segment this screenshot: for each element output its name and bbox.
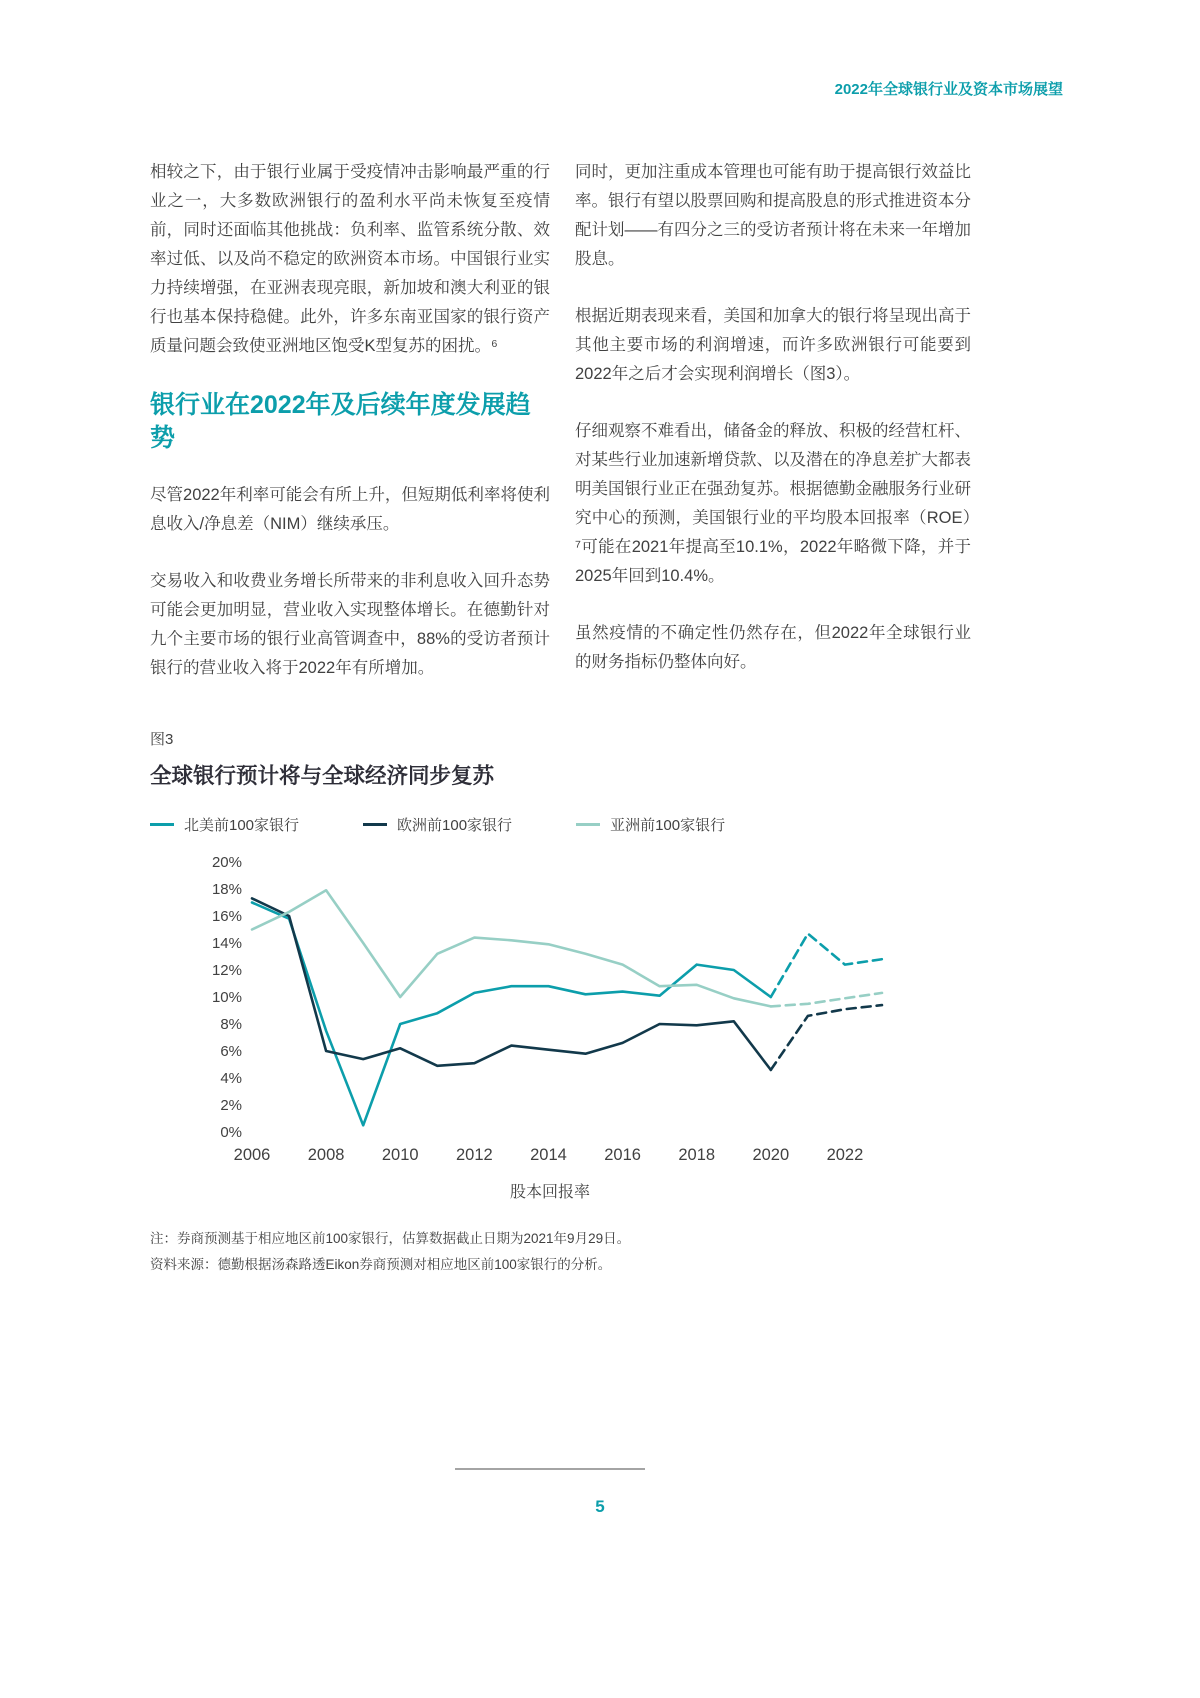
roe-line-chart [150,847,950,1177]
figure-label: 图3 [150,731,174,748]
paragraph-us-canada-growth: 根据近期表现来看，美国和加拿大的银行将呈现出高于其他主要市场的利润增速，而许多欧洲银行可能要到2022年之后才会实现利润增长（图3）。 [575,307,971,384]
svg-text:12%: 12% [211,962,242,979]
svg-text:4%: 4% [220,1070,242,1087]
svg-text:2010: 2010 [381,1146,419,1164]
paragraph-outlook-positive: 虽然疫情的不确定性仍然存在，但2022年全球银行业的财务指标仍整体向好。 [575,624,971,672]
chart-legend [150,814,1050,835]
svg-text:2018: 2018 [678,1146,716,1164]
page-number: 5 [595,1497,605,1516]
svg-text:2%: 2% [220,1097,242,1114]
paragraph-us-recovery-roe: 仔细观察不难看出，储备金的释放、积极的经营杠杆、对某些行业加速新增贷款、以及潜在的净息差扩大都表明美国银行业正在强劲复苏。根据德勤金融服务行业研究中心的预测，美国银行业的平均股本回报率（ROE）⁷可能在2021年提高至10.1%，2022年略微下降，并于2025年回到10.4%。 [575,422,971,586]
legend-label: 北美前100家银行 [184,817,300,834]
svg-text:2014: 2014 [530,1146,567,1164]
svg-text:10%: 10% [211,989,242,1006]
paragraph-europe-banks: 相较之下，由于银行业属于受疫情冲击影响最严重的行业之一，大多数欧洲银行的盈利水平尚未恢复至疫情前，同时还面临其他挑战：负利率、监管系统分散、效率过低、以及尚不稳定的欧洲资本市场。中国银行业实力持续增强，在亚洲表现亮眼，新加坡和澳大利亚的银行也基本保持稳健。此外，许多东南亚国家的银行资产质量问题会致使亚洲地区饱受K型复苏的困扰。⁶ [150,163,550,356]
legend-label: 欧洲前100家银行 [397,817,513,834]
asia-line-swatch [576,823,600,826]
svg-text:14%: 14% [211,935,242,952]
svg-text:20%: 20% [211,854,242,871]
figure-title: 全球银行预计将与全球经济同步复苏 [150,764,495,788]
figure-notes [150,1226,1050,1279]
section-heading-2022-trends: 银行业在2022年及后续年度发展趋势 [150,391,531,453]
svg-text:2012: 2012 [455,1146,493,1164]
svg-text:6%: 6% [220,1043,242,1060]
svg-text:2016: 2016 [604,1146,641,1164]
svg-text:2006: 2006 [233,1146,271,1164]
north-america-line-swatch [150,823,174,826]
svg-text:8%: 8% [220,1016,242,1033]
report-header: 2022年全球银行业及资本市场展望 [834,81,1063,98]
paragraph-cost-management: 同时，更加注重成本管理也可能有助于提高银行效益比率。银行有望以股票回购和提高股息的形式推进资本分配计划——有四分之三的受访者预计将在未来一年增加股息。 [575,163,971,269]
svg-text:16%: 16% [211,908,242,925]
svg-text:2022: 2022 [826,1146,864,1164]
legend-item-europe [363,814,512,835]
svg-text:2020: 2020 [752,1146,790,1164]
legend-item-asia [576,814,725,835]
svg-text:0%: 0% [220,1124,242,1141]
figure-note: 注：券商预测基于相应地区前100家银行，估算数据截止日期为2021年9月29日。 [150,1231,631,1246]
left-column [150,158,550,711]
europe-line-swatch [363,823,387,826]
figure-3 [150,728,1050,1279]
figure-source-note: 资料来源：德勤根据汤森路透Eikon券商预测对相应地区前100家银行的分析。 [150,1257,612,1273]
legend-label: 亚洲前100家银行 [610,817,726,834]
right-column [575,158,971,705]
footer-divider [455,1468,645,1470]
legend-item-north-america [150,814,299,835]
paragraph-noninterest-income: 交易收入和收费业务增长所带来的非利息收入回升态势可能会更加明显，营业收入实现整体增长。在德勤针对九个主要市场的银行业高管调查中，88%的受访者预计银行的营业收入将于2022年有所增加。 [150,572,550,678]
svg-text:2008: 2008 [307,1146,345,1164]
chart-x-axis-label: 股本回报率 [509,1184,590,1201]
svg-text:18%: 18% [211,881,242,898]
paragraph-rates-nim: 尽管2022年利率可能会有所上升，但短期低利率将使利息收入/净息差（NIM）继续承压。 [150,486,550,534]
